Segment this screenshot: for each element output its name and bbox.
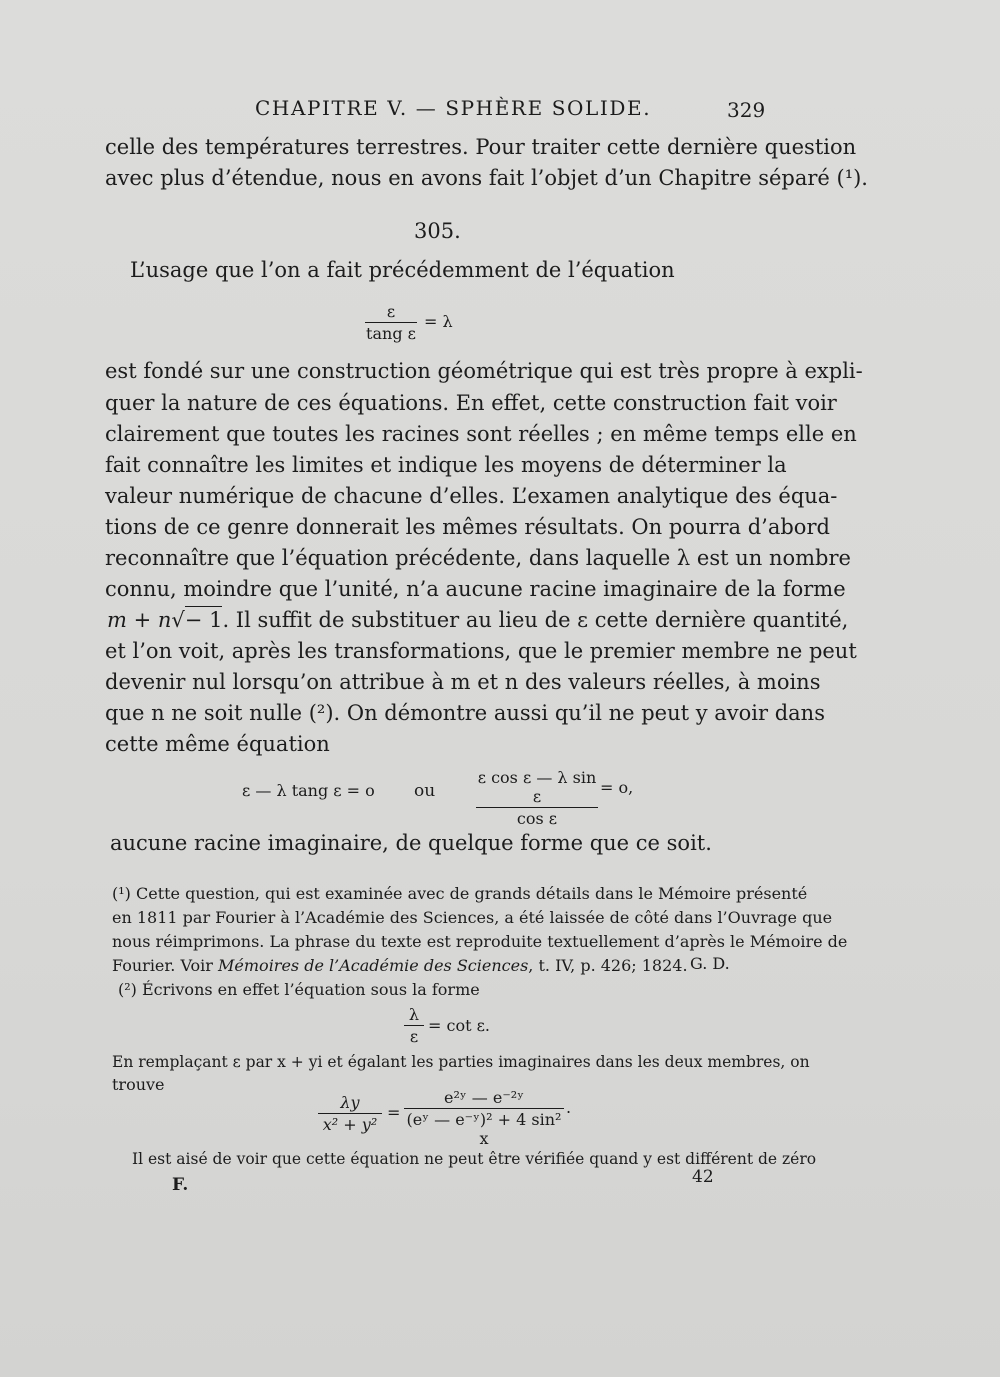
sqrt-symbol: √ xyxy=(171,608,185,632)
fn2-eq2-left-den: x² + y² xyxy=(322,1115,378,1134)
eq2-denominator: cos ε xyxy=(516,809,558,828)
footnote-2-intro: (²) Écrivons en effet l’équation sous la forme xyxy=(118,980,480,999)
radicand: − 1 xyxy=(184,608,223,632)
body-line: valeur numérique de chacune d’elles. L’examen analytique des équa- xyxy=(105,484,838,508)
var-m: m xyxy=(107,608,127,632)
eq1-rhs: = λ xyxy=(424,312,453,331)
body-line: clairement que toutes les racines sont réelles ; en même temps elle en xyxy=(105,422,857,446)
fn1-text: Fourier. Voir xyxy=(112,956,219,975)
body-line: que n ne soit nulle (²). On démontre aussi qu’il ne peut y avoir dans xyxy=(105,701,825,725)
footnote-1-line: en 1811 par Fourier à l’Académie des Sciences, a été laissée de côté dans l’Ouvrage que xyxy=(112,908,833,927)
eq2-ou: ou xyxy=(414,781,436,801)
eq1-numerator: ε xyxy=(386,302,396,321)
eq2-numerator: ε cos ε — λ sin ε xyxy=(477,768,597,806)
body-line: L’usage que l’on a fait précédemment de l’équation xyxy=(130,258,675,282)
body-line: connu, moindre que l’unité, n’a aucune racine imaginaire de la forme xyxy=(105,577,846,601)
body-line: fait connaître les limites et indique les moyens de déterminer la xyxy=(105,453,787,477)
running-head: CHAPITRE V. — SPHÈRE SOLIDE. xyxy=(255,96,652,120)
body-line-sqrt xyxy=(107,605,848,636)
fn2-eq2-right-den: (eʸ — e⁻ʸ)² + 4 sin² x xyxy=(406,1110,562,1148)
footnote-signature: G. D. xyxy=(690,954,730,973)
body-line: reconnaître que l’équation précédente, dans laquelle λ est un nombre xyxy=(105,546,851,570)
body-line: aucune racine imaginaire, de quelque forme que ce soit. xyxy=(110,831,712,855)
footnote-2-line: En remplaçant ε par x + yi et égalant les parties imaginaires dans les deux membres, on xyxy=(112,1053,810,1071)
section-number: 305. xyxy=(414,219,461,243)
fn1-journal: Mémoires de l’Académie des Sciences xyxy=(218,956,529,975)
fn2-eq-num: λ xyxy=(408,1005,420,1024)
page-number: 329 xyxy=(727,98,766,122)
eq1-denominator: tang ε xyxy=(366,324,416,343)
fn2-eq2-right-num: e²ʸ — e⁻²ʸ xyxy=(444,1088,524,1107)
fn2-eq2-equals: = xyxy=(387,1103,401,1122)
body-line: avec plus d’étendue, nous en avons fait l’objet d’un Chapitre séparé (¹). xyxy=(105,166,868,190)
body-line: cette même équation xyxy=(105,732,330,756)
body-line: celle des températures terrestres. Pour traiter cette dernière question xyxy=(105,135,857,159)
eq2-left: ε — λ tang ε = o xyxy=(242,781,375,800)
fn1-citation: , t. IV, p. 426; 1824. xyxy=(528,956,688,975)
sheet-number: 42 xyxy=(692,1167,714,1187)
plus-n: + n xyxy=(126,608,172,632)
fn2-eq2-left-num: λy xyxy=(340,1093,360,1112)
eq2-rhs: = o, xyxy=(600,778,634,797)
footnote-1-last-line xyxy=(112,954,688,978)
footnote-1-line: (¹) Cette question, qui est examinée avec de grands détails dans le Mémoire présenté xyxy=(112,884,808,903)
fn2-eq2-dot: . xyxy=(566,1098,572,1117)
sqrt-line-rest: . Il suffit de substituer au lieu de ε cette dernière quantité, xyxy=(222,608,849,632)
body-line: est fondé sur une construction géométrique qui est très propre à expli- xyxy=(105,359,863,383)
body-line: et l’on voit, après les transformations, que le premier membre ne peut xyxy=(105,639,857,663)
footnote-2-line: trouve xyxy=(112,1075,165,1094)
footnote-2-line: Il est aisé de voir que cette équation ne peut être vérifiée quand y est différent de zéro xyxy=(132,1150,817,1168)
footnote-1-line: nous réimprimons. La phrase du texte est reproduite textuellement d’après le Mémoire de xyxy=(112,932,848,951)
fn2-eq-den: ε xyxy=(409,1027,419,1046)
body-line: devenir nul lorsqu’on attribue à m et n des valeurs réelles, à moins xyxy=(105,670,821,694)
body-line: quer la nature de ces équations. En effet, cette construction fait voir xyxy=(105,391,837,415)
body-line: tions de ce genre donnerait les mêmes résultats. On pourra d’abord xyxy=(105,515,830,539)
signature-mark: F. xyxy=(172,1175,189,1195)
fn2-eq-rhs: = cot ε. xyxy=(428,1016,490,1035)
